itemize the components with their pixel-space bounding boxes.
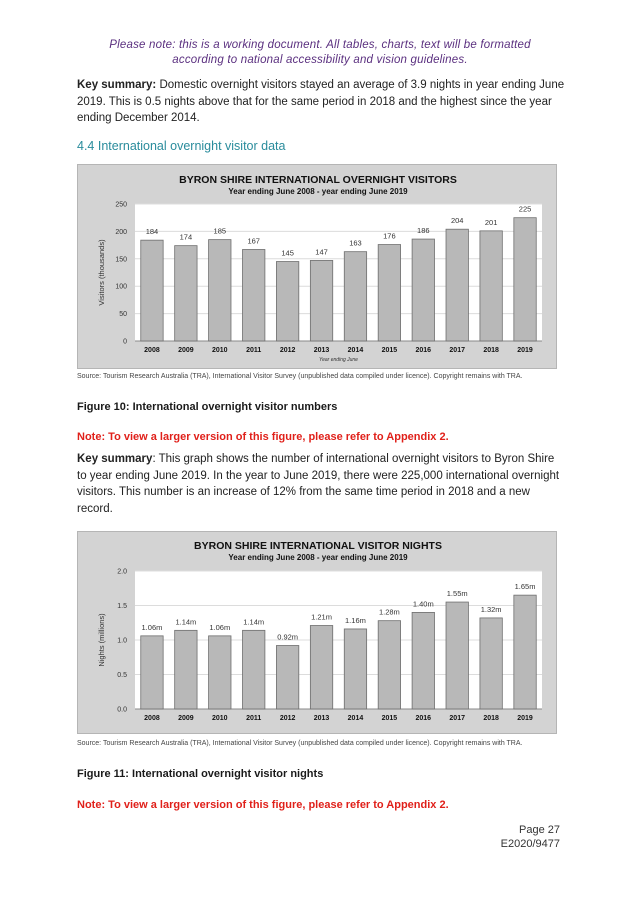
category-label-2010: 2010 [212,715,228,722]
data-label-2018: 1.32m [480,604,502,614]
data-label-2016: 186 [417,226,430,236]
y-tick-label: 1.0 [117,637,127,645]
data-label-2014: 1.16m [345,615,366,625]
y-tick-label: 200 [115,228,127,236]
bar-2015 [378,621,400,709]
category-label-2018: 2018 [483,347,499,354]
data-label-2018: 201 [484,217,498,227]
bar-2014 [344,252,366,341]
data-label-2016: 1.40m [412,599,434,609]
bar-2016 [412,612,434,709]
figure-10-source: Source: Tourism Research Australia (TRA), International Visitor Survey (unpublished data compiled under licence). Copyright remains with TRA. [77,373,523,380]
working-document-notice [60,38,580,68]
category-label-2013: 2013 [313,715,330,722]
chart-visitors [77,164,557,369]
data-label-2017: 1.55m [446,589,468,599]
category-label-2011: 2011 [246,347,262,354]
category-label-2016: 2016 [415,715,432,722]
bar-2009 [175,246,197,341]
bar-2010 [209,240,231,341]
data-label-2019: 225 [518,204,532,214]
data-label-2017: 204 [450,216,464,226]
category-label-2008: 2008 [144,715,160,722]
data-label-2015: 1.28m [378,607,400,617]
bar-2014 [344,629,366,709]
category-label-2019: 2019 [517,715,533,722]
y-axis-label: Visitors (thousands) [97,239,106,306]
page-number: Page 27 [519,824,560,836]
chart-visitors-svg [78,165,556,368]
category-label-2014: 2014 [347,347,364,354]
category-label-2011: 2011 [246,715,262,722]
y-tick-label: 0 [123,338,127,346]
data-label-2008: 1.06m [141,622,163,632]
category-label-2017: 2017 [449,715,465,722]
figure-11-source: Source: Tourism Research Australia (TRA), International Visitor Survey (unpublished data compiled under licence). Copyright remains with TRA. [77,740,523,747]
data-label-2011: 1.14m [243,617,265,627]
y-tick-label: 2.0 [117,568,127,576]
bar-2013 [310,626,332,709]
notice-line-1: Please note: this is a working document. All tables, charts, text will be formatted [109,39,531,51]
category-label-2012: 2012 [279,347,296,354]
figure-11-caption: Figure 11: International overnight visitor nights [77,768,324,780]
y-tick-label: 150 [115,256,127,264]
bar-2018 [480,618,502,709]
data-label-2011: 167 [247,236,260,246]
figure-10-caption: Figure 10: International overnight visitor numbers [77,401,338,413]
data-label-2013: 1.21m [311,612,332,622]
y-tick-label: 250 [115,201,127,209]
y-tick-label: 50 [119,311,127,319]
category-label-2008: 2008 [144,347,160,354]
category-label-2015: 2015 [381,347,398,354]
bar-2016 [412,239,434,341]
category-label-2013: 2013 [313,347,330,354]
chart-title: BYRON SHIRE INTERNATIONAL OVERNIGHT VISITORS [179,174,457,186]
key-summary-international [77,451,567,517]
category-label-2017: 2017 [449,347,465,354]
bar-2013 [310,260,332,341]
data-label-2008: 184 [145,227,159,237]
category-label-2019: 2019 [517,347,533,354]
figure-10-appendix-note: Note: To view a larger version of this figure, please refer to Appendix 2. [77,431,449,443]
data-label-2012: 0.92m [277,632,299,642]
figure-11-appendix-note: Note: To view a larger version of this figure, please refer to Appendix 2. [77,799,449,811]
key-summary-domestic [77,77,567,127]
data-label-2013: 147 [315,247,328,257]
data-label-2009: 1.14m [175,617,197,627]
bar-2019 [514,595,536,709]
key-summary-2-text: : This graph shows the number of international overnight visitors to Byron Shire to year ending June 2019. In the year to June 2019, there were 225,000 international overnight visitors. This number is an increase of 12% from the same time period in 2018 and a new record. [77,453,560,515]
data-label-2015: 176 [383,231,396,241]
category-label-2009: 2009 [178,715,194,722]
key-summary-2-label: Key summary [77,453,153,465]
bar-2008 [141,240,163,341]
bar-2009 [175,630,197,709]
bar-2018 [480,231,502,341]
category-label-2012: 2012 [279,715,296,722]
y-tick-label: 100 [115,283,127,291]
category-label-2010: 2010 [212,347,228,354]
chart-nights-svg [78,532,556,733]
category-label-2018: 2018 [483,715,499,722]
category-label-2014: 2014 [347,715,364,722]
data-label-2009: 174 [179,232,193,242]
category-label-2016: 2016 [415,347,432,354]
y-tick-label: 0.0 [117,706,127,714]
bar-2015 [378,245,400,341]
data-label-2014: 163 [349,238,362,248]
notice-line-2: according to national accessibility and vision guidelines. [172,54,468,66]
key-summary-text: Domestic overnight visitors stayed an average of 3.9 nights in year ending June 2019. This is 0.5 nights above that for the same period in 2018 and the highest since the year ending December 2014. [77,79,565,124]
chart-nights [77,531,557,734]
bar-2010 [209,636,231,709]
category-label-2015: 2015 [381,715,398,722]
page-footer [501,823,560,851]
bar-2019 [514,218,536,341]
y-tick-label: 1.5 [117,603,127,610]
key-summary-label: Key summary: [77,79,157,91]
bar-2011 [243,630,265,709]
bar-2017 [446,229,468,341]
data-label-2012: 145 [281,248,294,258]
bar-2011 [243,249,265,341]
data-label-2010: 1.06m [209,622,231,632]
category-label-2009: 2009 [178,347,194,354]
bar-2012 [276,262,298,341]
chart-title: BYRON SHIRE INTERNATIONAL VISITOR NIGHTS [194,540,442,552]
bar-2008 [141,636,163,709]
document-reference: E2020/9477 [500,838,560,850]
y-axis-label: Nights (millions) [97,613,106,667]
section-heading: 4.4 International overnight visitor data [77,139,286,153]
chart-subtitle: Year ending June 2008 - year ending June 2019 [228,553,408,562]
data-label-2019: 1.65m [514,582,536,592]
data-label-2010: 185 [213,226,227,236]
y-tick-label: 0.5 [117,672,127,679]
x-axis-label: Year ending June [319,357,358,363]
bar-2017 [446,602,468,709]
bar-2012 [276,646,298,709]
chart-subtitle: Year ending June 2008 - year ending June 2019 [228,187,408,196]
